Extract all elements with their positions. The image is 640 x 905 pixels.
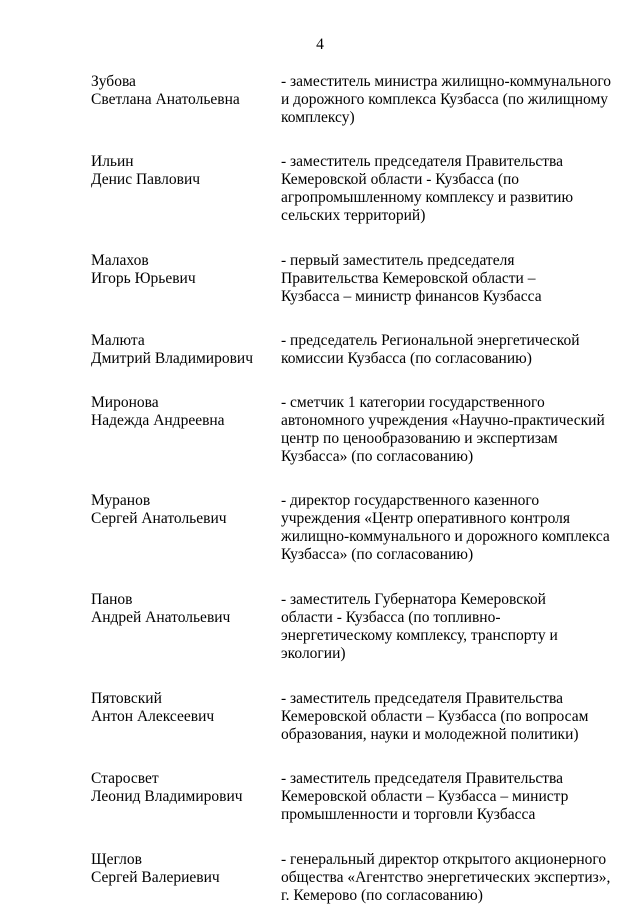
member-role (281, 492, 610, 564)
member-name (91, 690, 281, 744)
role-line: общества «Агентство энергетических экспертиз», (281, 869, 611, 886)
member-name (91, 851, 281, 905)
member-role (281, 332, 607, 368)
role-line: учреждения «Центр оперативного контроля (281, 510, 571, 527)
member-role (281, 591, 607, 663)
member-surname: Малюта (91, 332, 145, 349)
role-line: экологии) (281, 645, 346, 662)
page-number: 4 (316, 36, 324, 53)
role-line: Кемеровской области – Кузбасса – министр (281, 788, 569, 805)
role-line: центр по ценообразованию и экспертизам (281, 430, 558, 447)
role-line: - сметчик 1 категории государственного (281, 394, 545, 411)
member-given-names: Андрей Анатольевич (91, 609, 231, 626)
role-line: - директор государственного казенного (281, 492, 540, 509)
member-entry (91, 394, 611, 466)
role-line: - заместитель председателя Правительства (281, 153, 564, 170)
member-entry (91, 332, 611, 368)
role-line: Кузбасса – министр финансов Кузбасса (281, 288, 542, 305)
member-given-names: Леонид Владимирович (91, 788, 243, 805)
role-line: промышленности и торговли Кузбасса (281, 806, 536, 823)
member-name (91, 332, 281, 368)
member-surname: Пятовский (91, 690, 162, 707)
role-line: Кемеровской области – Кузбасса (по вопросам (281, 708, 589, 725)
role-line: - генеральный директор открытого акционерного (281, 851, 607, 868)
role-line: образования, науки и молодежной политики) (281, 726, 579, 743)
member-surname: Муранов (91, 492, 151, 509)
member-role (281, 851, 611, 905)
member-role (281, 252, 607, 306)
role-line: агропромышленному комплексу и развитию (281, 189, 574, 206)
role-line: - заместитель председателя Правительства (281, 690, 564, 707)
member-name (91, 770, 281, 824)
member-role (281, 690, 607, 744)
member-surname: Миронова (91, 394, 159, 411)
member-role (281, 73, 612, 127)
member-entry (91, 73, 611, 127)
role-line: Кузбасса» (по согласованию) (281, 448, 474, 465)
member-name (91, 492, 281, 564)
member-entry (91, 153, 611, 225)
member-given-names: Сергей Валериевич (91, 869, 220, 886)
role-line: - заместитель председателя Правительства (281, 770, 564, 787)
role-line: Кемеровской области - Кузбасса (по (281, 171, 520, 188)
member-given-names: Денис Павлович (91, 171, 201, 188)
member-given-names: Игорь Юрьевич (91, 270, 196, 287)
member-entry (91, 851, 611, 905)
role-line: и дорожного комплекса Кузбасса (по жилищному (281, 91, 609, 108)
member-entry (91, 690, 611, 744)
member-role (281, 153, 607, 225)
role-line: - заместитель министра жилищно-коммунального (281, 73, 612, 90)
member-surname: Панов (91, 591, 133, 608)
member-surname: Зубова (91, 73, 136, 90)
member-given-names: Надежда Андреевна (91, 412, 225, 429)
role-line: комплексу) (281, 109, 355, 126)
member-name (91, 591, 281, 663)
member-given-names: Светлана Анатольевна (91, 91, 240, 108)
member-given-names: Дмитрий Владимирович (91, 350, 254, 367)
member-name (91, 252, 281, 306)
role-line: области - Кузбасса (по топливно- (281, 609, 501, 626)
member-given-names: Сергей Анатольевич (91, 510, 227, 527)
member-role (281, 770, 607, 824)
member-surname: Щеглов (91, 851, 142, 868)
role-line: - председатель Региональной энергетической (281, 332, 580, 349)
member-given-names: Антон Алексеевич (91, 708, 215, 725)
member-entry (91, 252, 611, 306)
role-line: Кузбасса» (по согласованию) (281, 546, 474, 563)
member-surname: Малахов (91, 252, 149, 269)
role-line: Правительства Кемеровской области – (281, 270, 536, 287)
member-entry (91, 770, 611, 824)
member-entry (91, 492, 611, 564)
member-name (91, 153, 281, 225)
member-role (281, 394, 607, 466)
member-name (91, 394, 281, 466)
member-entry (91, 591, 611, 663)
member-name (91, 73, 281, 127)
role-line: - первый заместитель председателя (281, 252, 515, 269)
role-line: автономного учреждения «Научно-практический (281, 412, 605, 429)
role-line: сельских территорий) (281, 207, 426, 224)
role-line: жилищно-коммунального и дорожного комплекса (281, 528, 610, 545)
role-line: - заместитель Губернатора Кемеровской (281, 591, 546, 608)
role-line: энергетическому комплексу, транспорту и (281, 627, 558, 644)
member-surname: Ильин (91, 153, 134, 170)
role-line: г. Кемерово (по согласованию) (281, 887, 483, 904)
role-line: комиссии Кузбасса (по согласованию) (281, 350, 532, 367)
member-surname: Старосвет (91, 770, 159, 787)
member-list (91, 73, 611, 905)
